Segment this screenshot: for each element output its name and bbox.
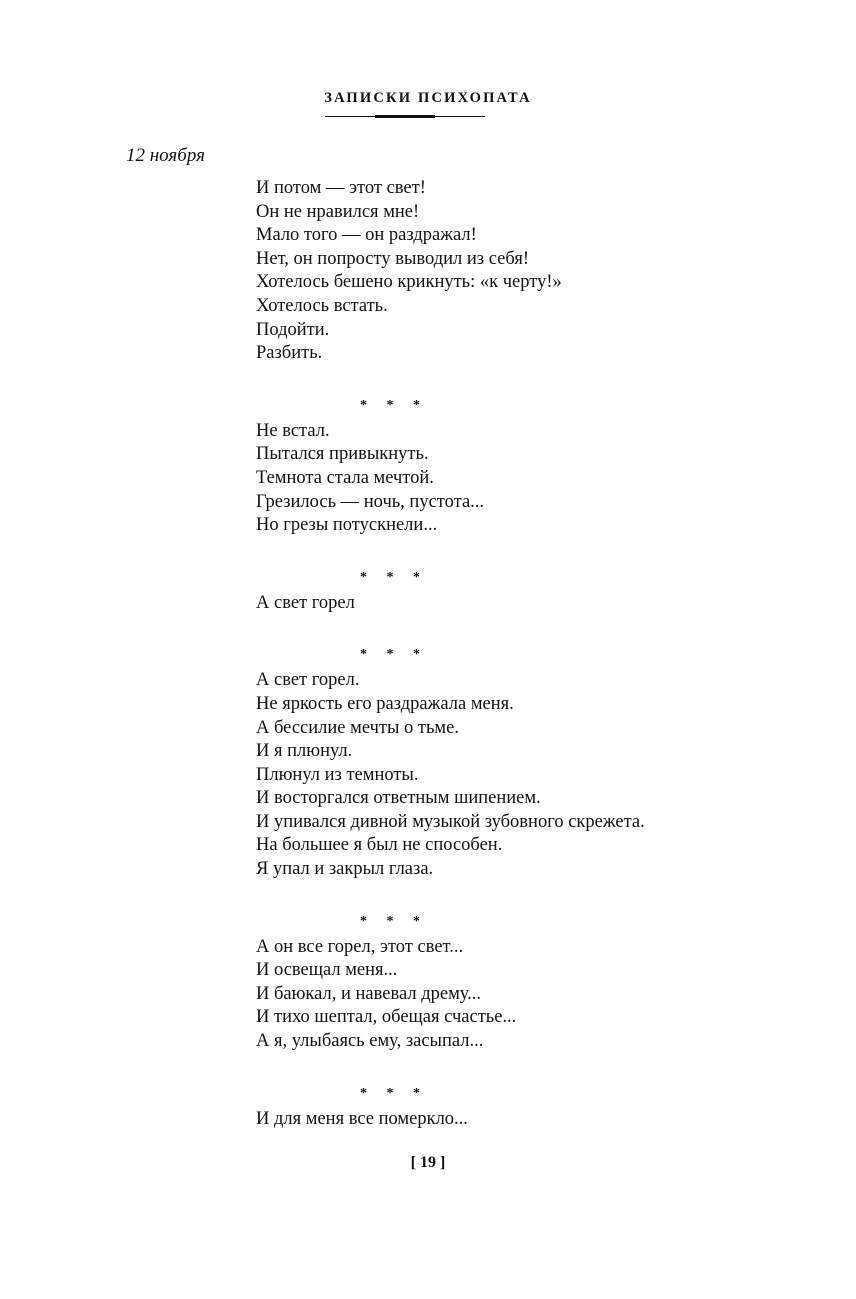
poem-line: И освещал меня... — [256, 960, 398, 981]
stanza — [256, 177, 816, 366]
poem-line: И упивался дивной музыкой зубовного скрежета. — [256, 811, 645, 832]
stanza — [256, 420, 816, 538]
poem-line: На большее я был не способен. — [256, 835, 503, 856]
poem-line: Не встал. — [256, 420, 330, 441]
poem-line: И для меня все померкло... — [256, 1108, 468, 1129]
poem-line: Плюнул из темноты. — [256, 764, 419, 785]
section-separator: * * * — [360, 397, 428, 413]
poem-line: И баюкал, и навевал дрему... — [256, 983, 482, 1004]
section-separator: * * * — [360, 913, 428, 929]
poem-line: А свет горел — [256, 592, 355, 613]
poem-line: А бессилие мечты о тьме. — [256, 717, 459, 738]
poem-line: И тихо шептал, обещая счастье... — [256, 1007, 517, 1028]
poem-line: Мало того — он раздражал! — [256, 225, 477, 246]
poem-line: Нет, он попросту выводил из себя! — [256, 248, 529, 269]
poem-line: Я упал и закрыл глаза. — [256, 859, 434, 880]
poem-line: А он все горел, этот свет... — [256, 936, 464, 957]
poem-line: Хотелось встать. — [256, 295, 388, 316]
stanza — [256, 669, 816, 881]
poem-line: Темнота стала мечтой. — [256, 467, 434, 488]
poem-line: Он не нравился мне! — [256, 201, 420, 222]
poem-line: Пытался привыкнуть. — [256, 444, 429, 465]
stanza — [256, 1108, 816, 1132]
poem-line: Хотелось бешено крикнуть: «к черту!» — [256, 272, 562, 293]
header-rule-accent — [375, 115, 435, 118]
poem-line: Но грезы потускнели... — [256, 515, 438, 536]
stanza — [256, 592, 816, 616]
poem-line: Разбить. — [256, 343, 323, 364]
poem — [256, 177, 816, 1131]
entry-date: 12 ноября — [126, 145, 205, 166]
poem-line: Не яркость его раздражала меня. — [256, 693, 514, 714]
poem-line: И восторгался ответным шипением. — [256, 788, 541, 809]
poem-line: И потом — этот свет! — [256, 178, 426, 198]
running-head: ЗАПИСКИ ПСИХОПАТА — [324, 90, 532, 106]
section-separator: * * * — [360, 647, 428, 663]
stanza — [256, 936, 816, 1054]
section-separator: * * * — [360, 569, 428, 585]
poem-line: Грезилось — ночь, пустота... — [256, 491, 485, 512]
page-number: [ 19 ] — [410, 1154, 446, 1171]
poem-line: А я, улыбаясь ему, засыпал... — [256, 1031, 484, 1052]
poem-line: И я плюнул. — [256, 741, 353, 762]
section-separator: * * * — [360, 1085, 428, 1101]
poem-line: Подойти. — [256, 319, 330, 340]
poem-line: А свет горел. — [256, 670, 360, 691]
